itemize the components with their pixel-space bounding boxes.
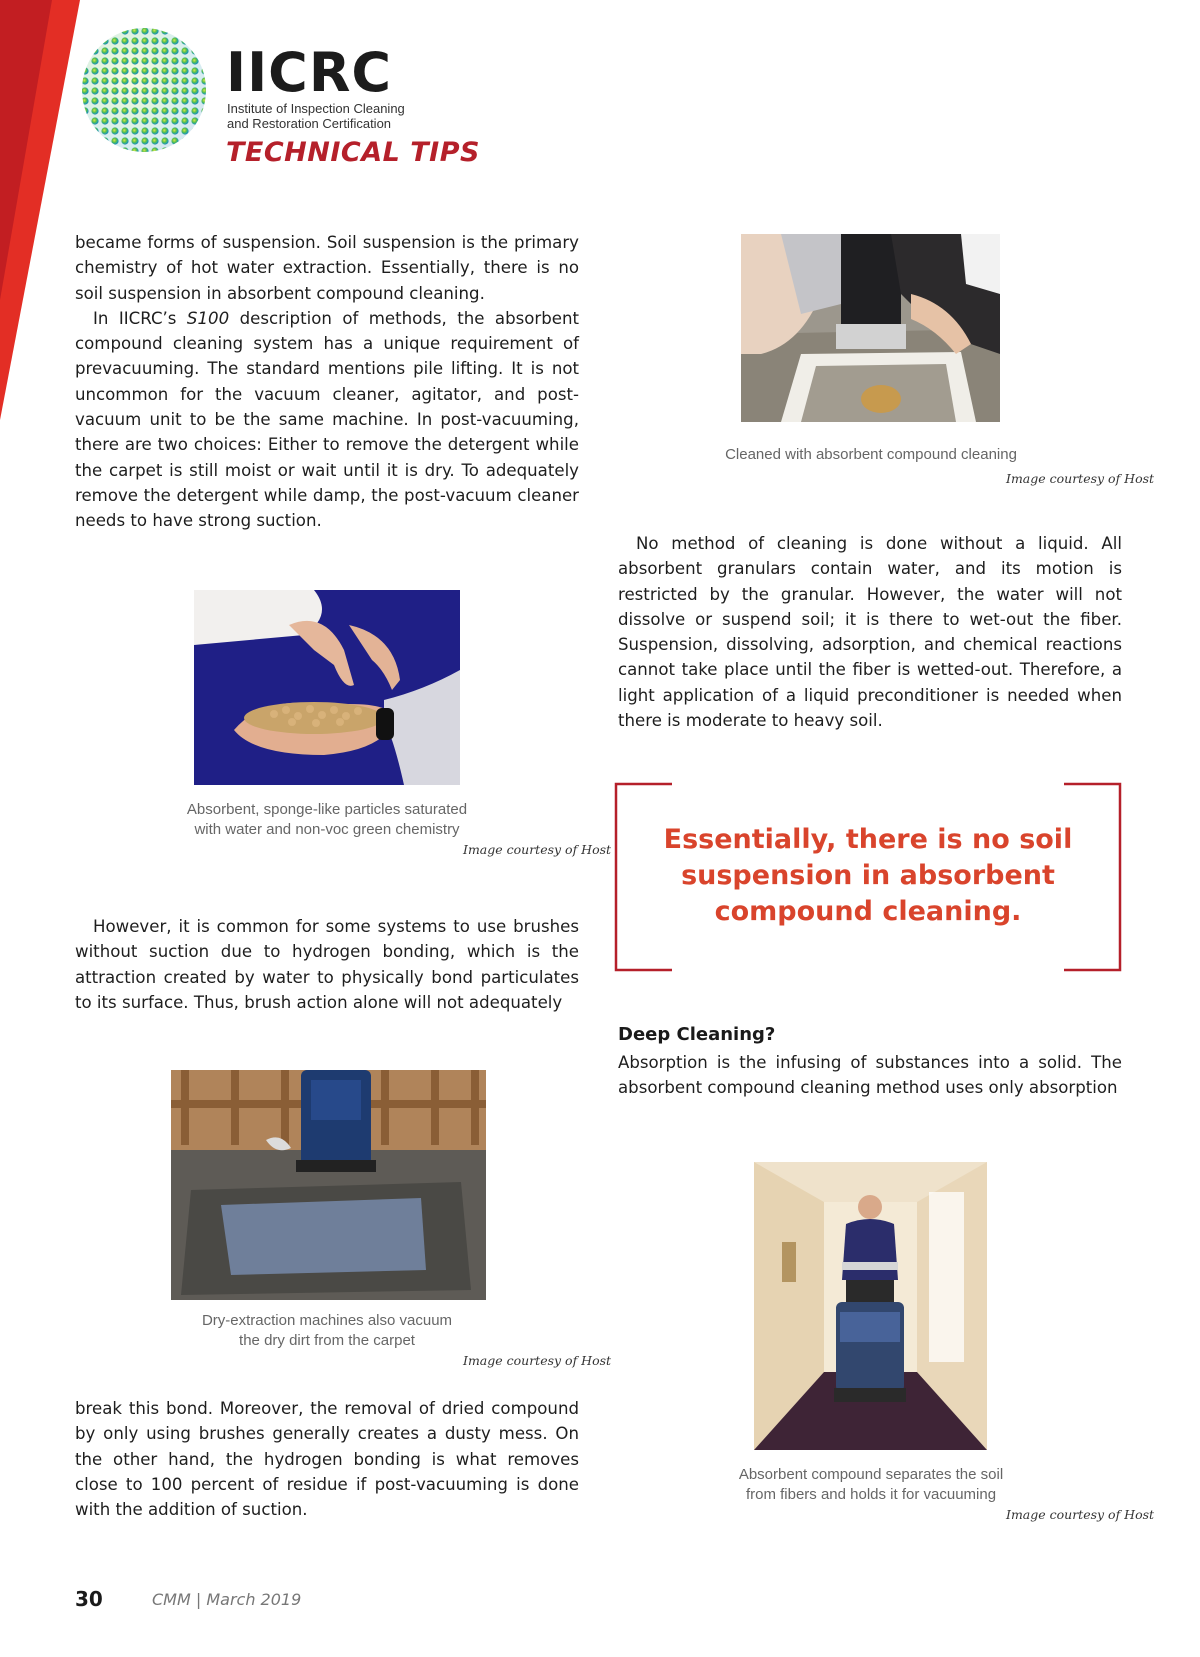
hands-illustration [194, 590, 460, 785]
section-title: TECHNICAL TIPS [226, 137, 480, 168]
iicrc-globe-logo-icon [80, 26, 208, 154]
machine-illustration [171, 1070, 486, 1300]
brand-subtitle-line1: Institute of Inspection Cleaning [227, 101, 405, 116]
credit-fig3: Image courtesy of Host [463, 1353, 612, 1368]
caption-fig4 [680, 1465, 1062, 1505]
brand-name: IICRC [226, 41, 393, 104]
standard-name: S100 [186, 308, 230, 328]
photo-hallway-cleaning [754, 1162, 987, 1450]
caption-fig2-line2: with water and non-voc green chemistry [194, 821, 460, 838]
right-text-block-1 [618, 531, 1122, 733]
page-number: 30 [75, 1587, 103, 1611]
caption-fig3-line1: Dry-extraction machines also vacuum [201, 1312, 453, 1329]
left-text-block-2 [75, 914, 579, 1015]
caption-fig2 [150, 800, 504, 840]
caption-fig4-line1: Absorbent compound separates the soil [738, 1466, 1004, 1483]
section-heading-deep-cleaning: Deep Cleaning? [618, 1024, 776, 1045]
left-text-block-3 [75, 1396, 579, 1522]
brand-subtitle [227, 101, 405, 131]
caption-fig2-line1: Absorbent, sponge-like particles saturated [186, 801, 468, 818]
right-para-1: No method of cleaning is done without a liquid. All absorbent granulars contain water, and its motion is restricted by the granular. However, the water will not dissolve or suspend soil; it is there to wet-out the fiber. Suspension, dissolving, adsorption, and chemical reactions cannot take place until the fiber is wetted-out. Therefore, a light application of a liquid preconditioner is needed when there is moderate to heavy soil. [618, 534, 1122, 731]
magazine-issue: CMM | March 2019 [152, 1590, 302, 1609]
credit-fig2: Image courtesy of Host [463, 842, 612, 857]
caption-fig3 [150, 1311, 504, 1351]
hallway-illustration [754, 1162, 987, 1450]
left-text-block-1 [75, 230, 579, 534]
caption-fig4-line2: from fibers and holds it for vacuuming [745, 1486, 997, 1503]
left-para-2-start: In IICRC’s [93, 308, 187, 328]
carpet-test-illustration [741, 234, 1000, 422]
right-text-block-2 [618, 1050, 1122, 1101]
left-para-2 [75, 306, 579, 534]
left-para-3: However, it is common for some systems to use brushes without suction due to hydrogen bonding, which is the attraction created by water to physically bond particulates to its surface. Thus, brush action alone will not adequately [75, 917, 579, 1012]
photo-absorbent-particles [194, 590, 460, 785]
brand-subtitle-line2: and Restoration Certification [227, 116, 392, 131]
red-stripe-decoration [0, 0, 80, 420]
photo-dry-extraction-machine [171, 1070, 486, 1300]
left-para-4: break this bond. Moreover, the removal of dried compound by only using brushes generally creates a dusty mess. On the other hand, the hydrogen bonding is what removes close to 100 percent of residue if post-vacuuming is done with the addition of suction. [75, 1399, 579, 1520]
pull-quote: Essentially, there is no soil suspension in absorbent compound cleaning. [663, 824, 1073, 927]
left-para-1: became forms of suspension. Soil suspension is the primary chemistry of hot water extraction. Essentially, there is no soil suspension in absorbent compound cleaning. [75, 233, 579, 303]
caption-fig1 [680, 445, 1062, 465]
caption-fig3-line2: the dry dirt from the carpet [239, 1332, 415, 1349]
right-para-2: Absorption is the infusing of substances into a solid. The absorbent compound cleaning method uses only absorption [618, 1053, 1122, 1098]
photo-absorbent-compound-cleaning [741, 234, 1000, 422]
left-para-2-rest: description of methods, the absorbent compound cleaning system has a unique requirement of prevacuuming. The standard mentions pile lifting. It is not uncommon for the vacuum cleaner, agitator, and post-vacuum unit to be the same machine. In post-vacuuming, there are two choices: Either to remove the detergent while the carpet is still moist or wait until it is dry. To adequately remove the detergent while damp, the post-vacuum cleaner needs to have strong suction. [75, 308, 580, 531]
credit-fig1: Image courtesy of Host [1006, 471, 1155, 486]
credit-fig4: Image courtesy of Host [1006, 1507, 1155, 1522]
caption-fig1-line1: Cleaned with absorbent compound cleaning [725, 446, 1017, 463]
